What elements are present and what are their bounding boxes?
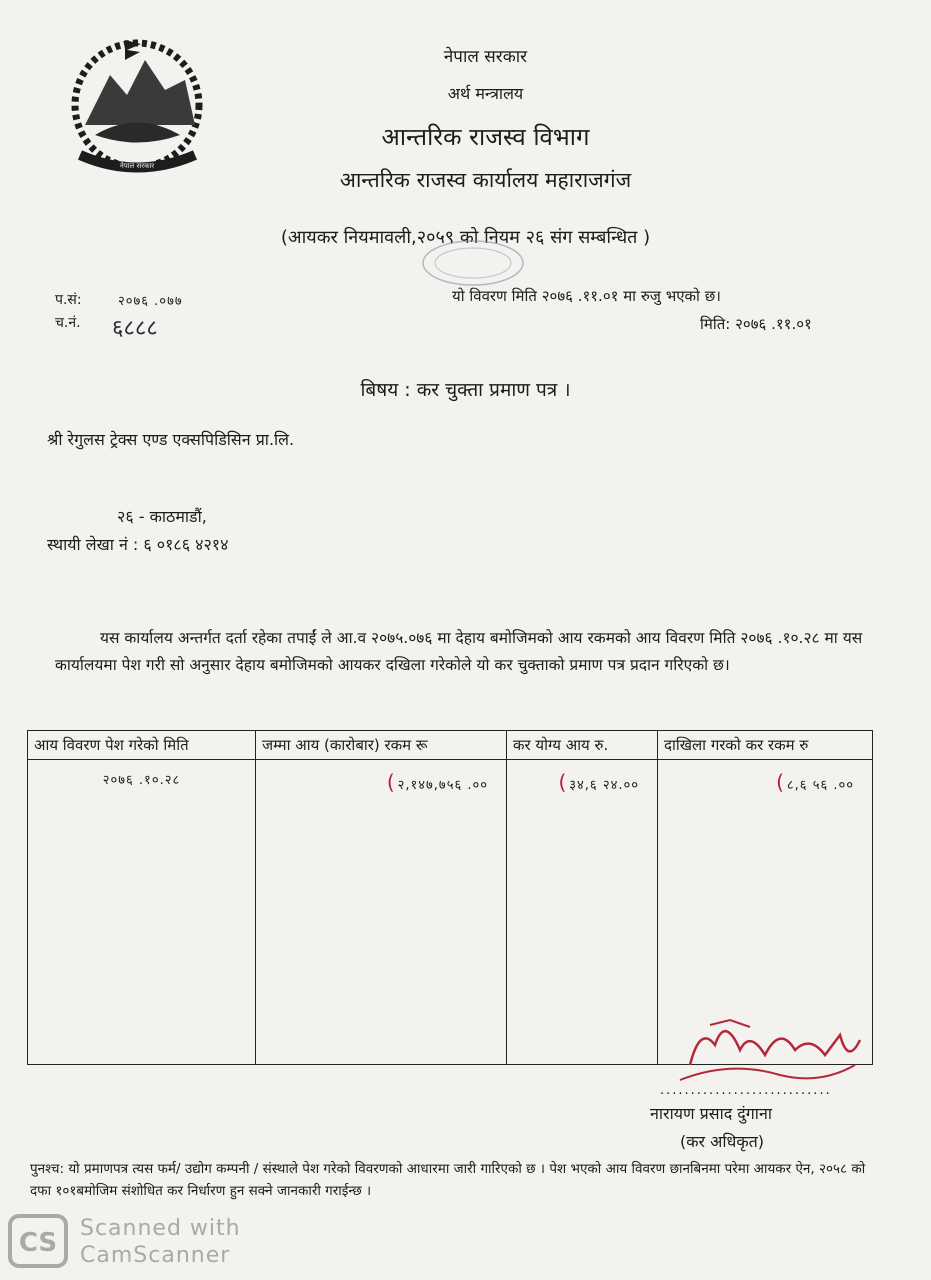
watermark-line1: Scanned with [80, 1216, 241, 1241]
red-mark-icon: ( [386, 770, 396, 794]
footnote [30, 1158, 870, 1202]
patra-sankhya-value: २०७६ .०७७ [118, 294, 183, 309]
footnote-text: यो प्रमाणपत्र त्यस फर्म/ उद्योग कम्पनी / संस्थाले पेश गरेको विवरणको आधारमा जारी गारिएको छ । पेश भएको आय विवरण छानबिनमा परेमा आयकर ऐन, २०५८ को दफा १०१बमोजिम संशोधित कर निर्धारण हुन सक्ने जानकारी गराईन्छ । [30, 1161, 866, 1199]
header-ministry: अर्थ मन्त्रालय [447, 84, 524, 103]
patra-sankhya-label: प.सं: [55, 292, 82, 308]
table-header-row [28, 731, 873, 760]
header-taxable-income: कर योग्य आय रु. [507, 731, 658, 760]
total-income-value: २,१४७,७५६ .०० [397, 778, 488, 793]
cell-taxable-income [507, 760, 658, 1065]
red-mark-icon: ( [776, 770, 785, 794]
issue-date: मिति: २०७६ .११.०१ [700, 315, 812, 333]
pan-number: स्थायी लेखा नं : ६ ०१८६ ४२१४ [47, 535, 229, 554]
header-total-income: जम्मा आय (कारोबार) रकम रू [256, 731, 507, 760]
header-rule-reference: (आयकर नियमावली,२०५९ को नियम २६ संग सम्बन्धित ) [280, 227, 651, 248]
camscanner-logo-text: CS [18, 1228, 58, 1258]
officer-name: नारायण प्रसाद दुंगाना [650, 1104, 772, 1123]
red-mark-icon: ( [558, 770, 568, 794]
chalani-number-value: ६८८८ [112, 316, 158, 341]
watermark-line2: CamScanner [80, 1243, 231, 1268]
emblem-caption: नेपाल सरकार [119, 162, 155, 170]
office-stamp [418, 238, 528, 288]
subject-line: बिषय : कर चुक्ता प्रमाण पत्र । [360, 379, 571, 401]
tax-paid-value: ८,६ ५६ .०० [786, 778, 854, 793]
addressee-name: श्री रेगुलस ट्रेक्स एण्ड एक्सपिडिसिन प्रा.लि. [47, 430, 295, 449]
header-submission-date: आय विवरण पेश गरेको मिति [28, 731, 256, 760]
signature-line: ............................ [660, 1083, 832, 1098]
cell-total-income [256, 760, 507, 1065]
chalani-number-label: च.नं. [55, 315, 81, 331]
verification-note: यो विवरण मिति २०७६ .११.०१ मा रुजु भएको छ। [452, 287, 721, 305]
header-government: नेपाल सरकार [443, 47, 528, 67]
header-tax-paid: दाखिला गरको कर रकम रु [658, 731, 873, 760]
certificate-body: यस कार्यालय अन्तर्गत दर्ता रहेका तपाईं ले आ.व २०७५.०७६ मा देहाय बमोजिमको आय रकमको आय विवरण मिति २०७६ .१०.२८ मा यस कार्यालयमा पेश गरी सो अनुसार देहाय बमोजिमको आयकर दखिला गरेकोले यो कर चुक्ताको प्रमाण पत्र प्रदान गरिएको छ। [55, 629, 863, 674]
header-department: आन्तरिक राजस्व विभाग [381, 123, 590, 151]
footnote-label: पुनश्च: [30, 1161, 65, 1177]
header-office: आन्तरिक राजस्व कार्यालय महाराजगंज [339, 168, 632, 192]
cell-submission-date: २०७६ .१०.२८ [28, 760, 256, 1065]
addressee-address: २६ - काठमाडौं, [117, 507, 207, 526]
camscanner-watermark [80, 1215, 241, 1269]
camscanner-logo-icon [8, 1214, 68, 1268]
officer-title: (कर अधिकृत) [680, 1132, 765, 1151]
taxable-income-value: ३४,६ २४.०० [569, 778, 639, 793]
